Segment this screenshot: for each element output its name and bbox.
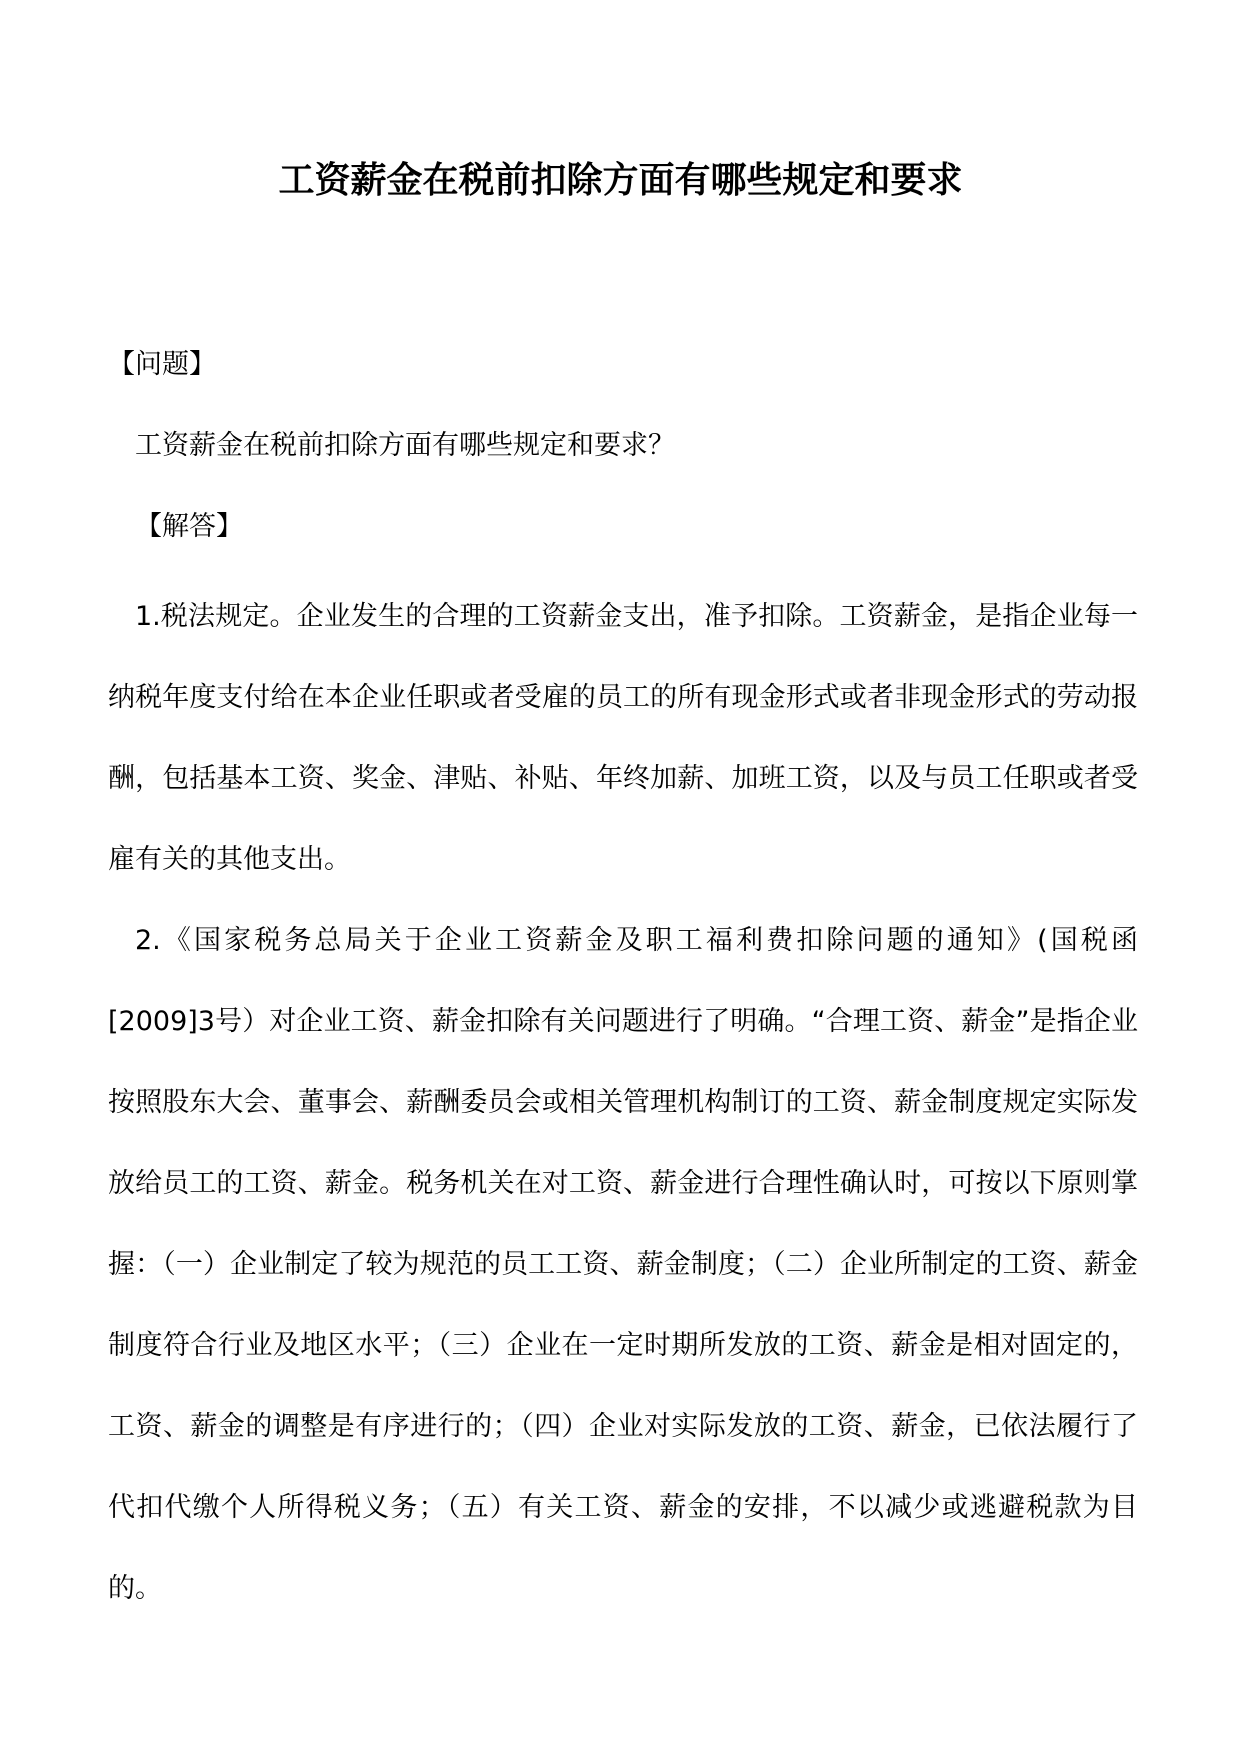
question-label: 【问题】 xyxy=(108,349,216,380)
question-text: 工资薪金在税前扣除方面有哪些规定和要求？ xyxy=(135,430,675,461)
document-title: 工资薪金在税前扣除方面有哪些规定和要求 xyxy=(278,159,963,201)
answer-label: 【解答】 xyxy=(135,511,243,542)
answer-paragraph-1: 1.税法规定。企业发生的合理的工资薪金支出，准予扣除。工资薪金，是指企业每一纳税年度支付给在本企业任职或者受雇的员工的所有现金形式或者非现金形式的劳动报酬，包括基本工资、奖金、津贴、补贴、年终加薪、加班工资，以及与员工任职或者受雇有关的其他支出。 xyxy=(108,601,1138,875)
answer-paragraph-2: 2.《国家税务总局关于企业工资薪金及职工福利费扣除问题的通知》(国税函[2009]3号）对企业工资、薪金扣除有关问题进行了明确。“合理工资、薪金”是指企业按照股东大会、董事会、薪酬委员会或相关管理机构制订的工资、薪金制度规定实际发放给员工的工资、薪金。税务机关在对工资、薪金进行合理性确认时，可按以下原则掌握：（一）企业制定了较为规范的员工工资、薪金制度；（二）企业所制定的工资、薪金制度符合行业及地区水平；（三）企业在一定时期所发放的工资、薪金是相对固定的，工资、薪金的调整是有序进行的；（四）企业对实际发放的工资、薪金，已依法履行了代扣代缴个人所得税义务；（五）有关工资、薪金的安排，不以减少或逃避税款为目的。 xyxy=(108,925,1138,1604)
